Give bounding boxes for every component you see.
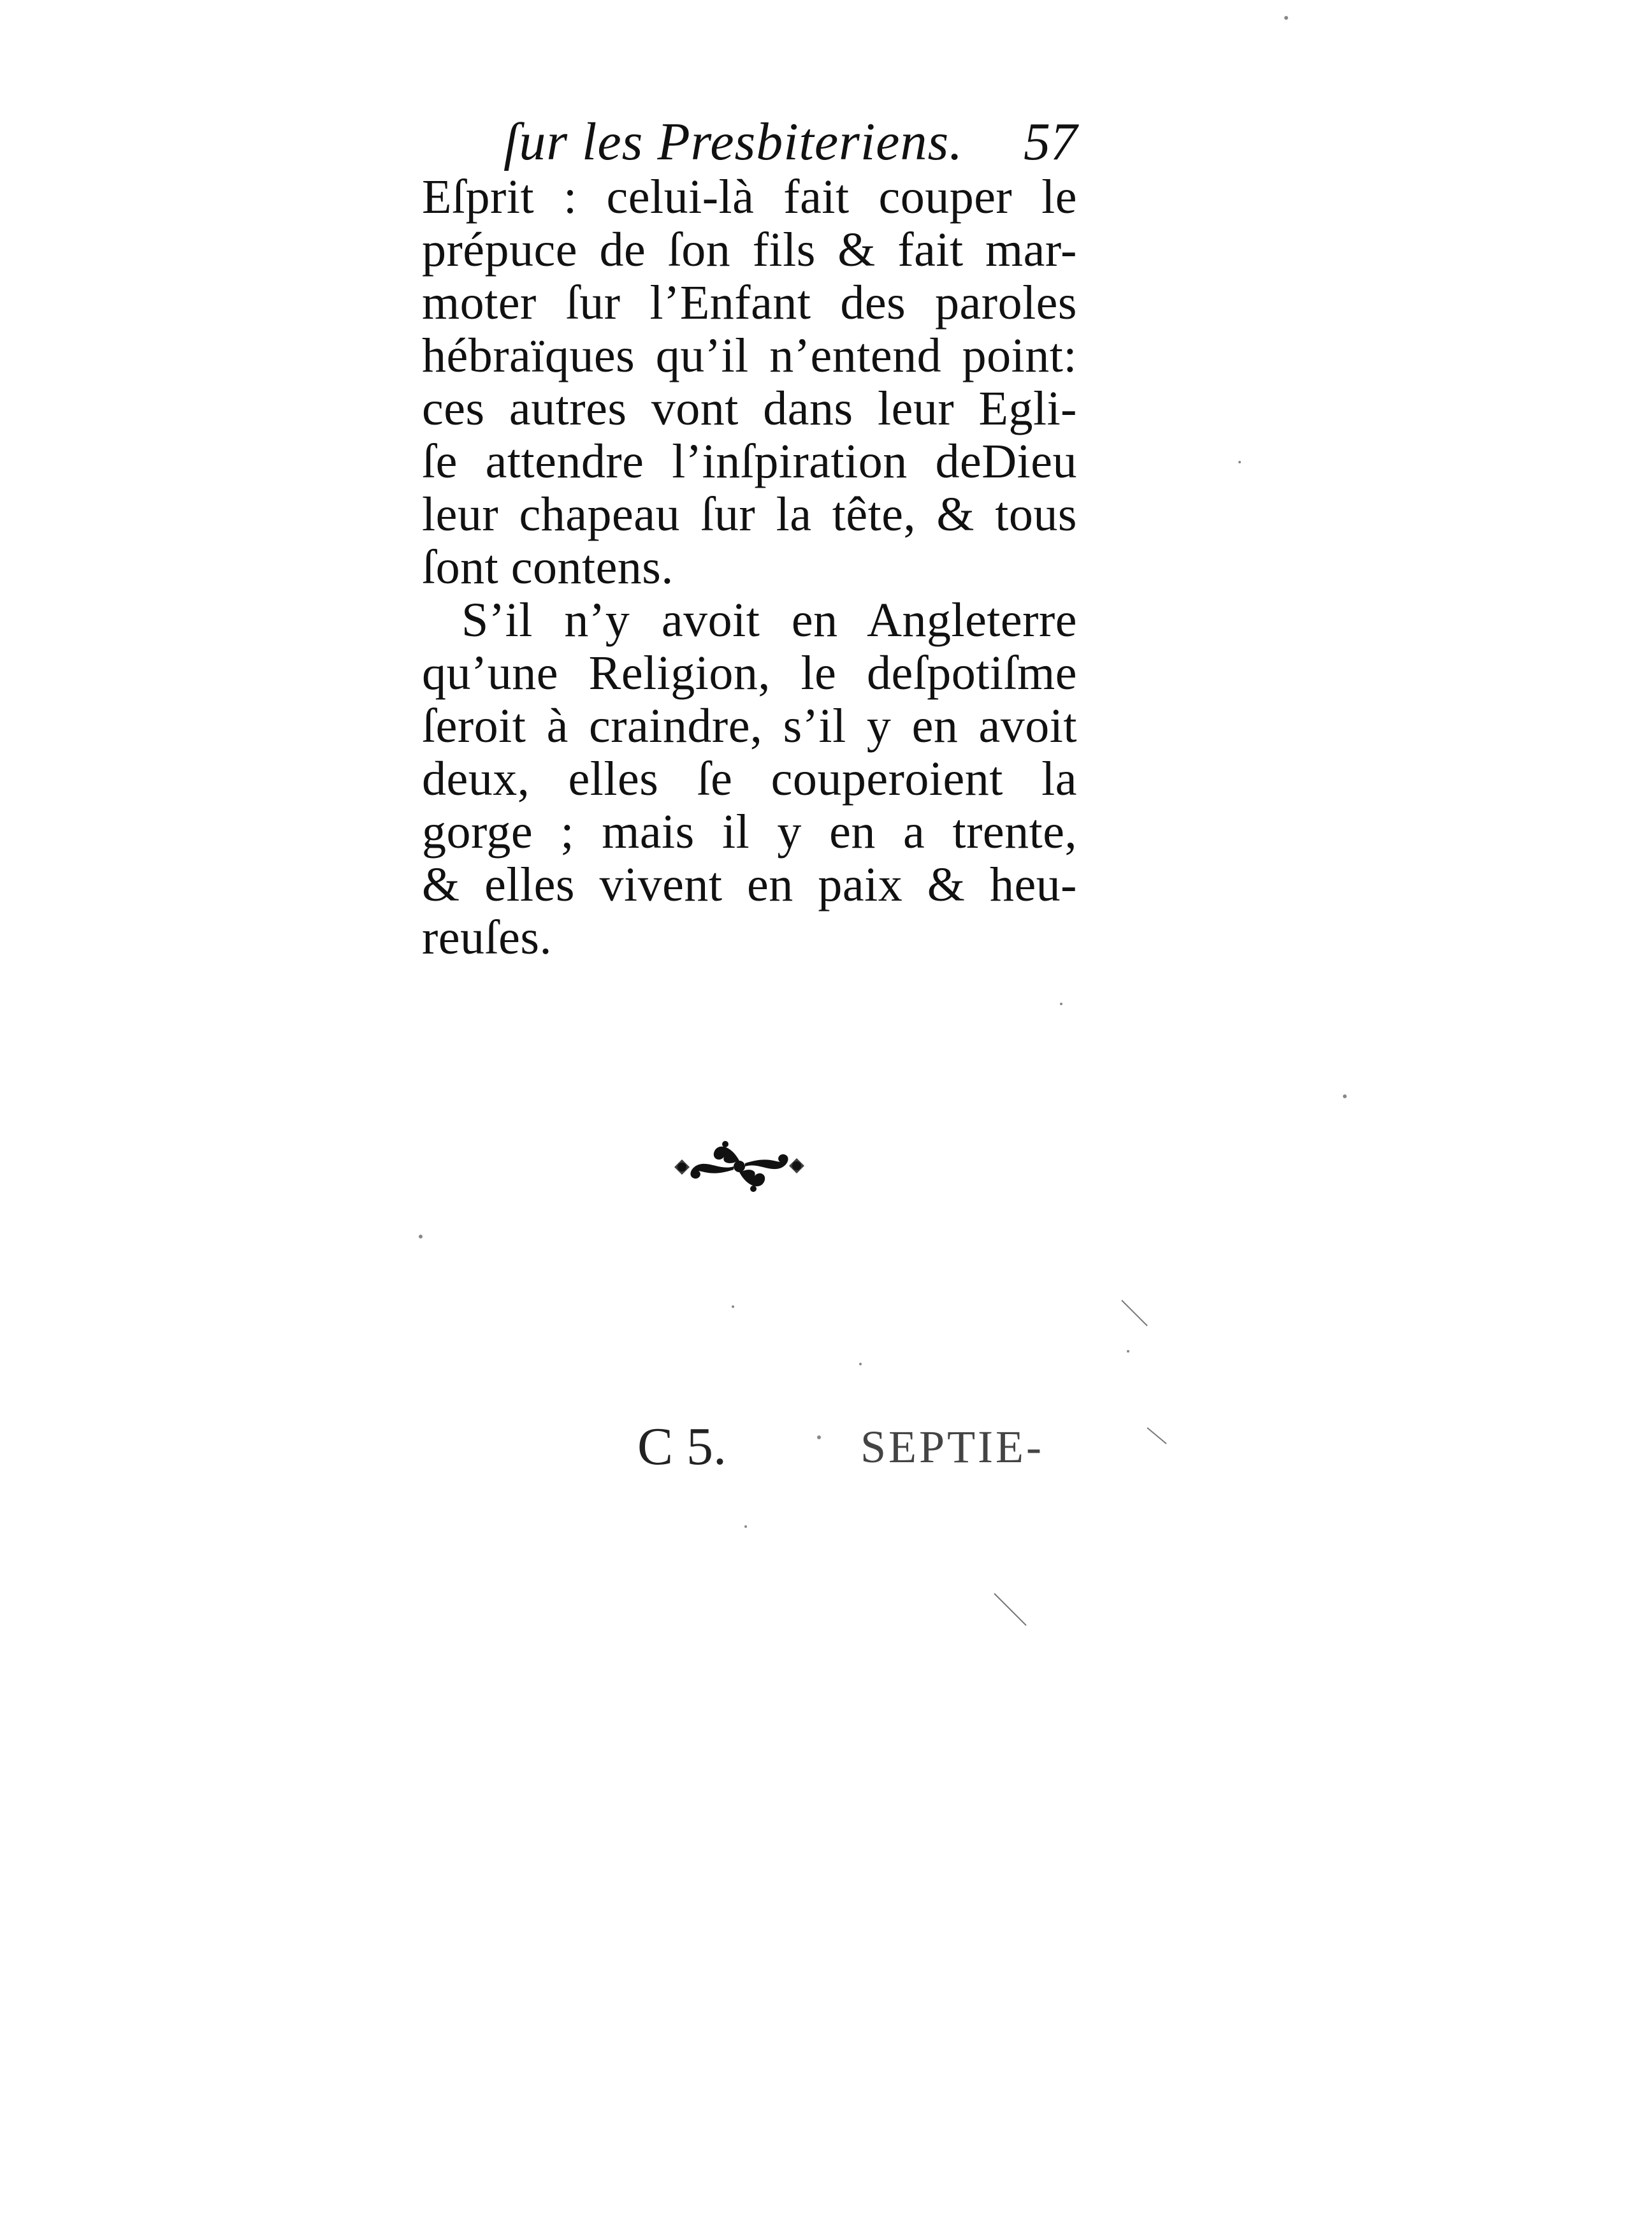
text-line: moter ſur l’Enfant des paroles xyxy=(422,276,1077,330)
text-line: ſe attendre l’inſpiration deDieu xyxy=(422,435,1077,488)
text-line: qu’une Religion, le deſpotiſme xyxy=(422,646,1077,700)
text-line: leur chapeau ſur la tête, & tous xyxy=(422,488,1077,541)
text-line: reuſes. xyxy=(422,911,552,964)
fleuron-ornament-icon xyxy=(669,1131,809,1201)
signature-mark: C 5. xyxy=(637,1417,727,1476)
page-number: 57 xyxy=(1024,112,1077,171)
text-line: & elles vivent en paix & heu- xyxy=(422,858,1077,911)
paragraph-first-line: S’il n’y avoit en Angleterre xyxy=(461,593,1077,647)
text-line: deux, elles ſe couperoient la xyxy=(422,752,1077,806)
text-line: hébraïques qu’il n’entend point: xyxy=(422,329,1077,382)
text-line: prépuce de ſon fils & fait mar- xyxy=(422,223,1077,277)
text-line: ces autres vont dans leur Egli- xyxy=(422,382,1077,435)
text-line: ſont contens. xyxy=(422,541,674,594)
body-text xyxy=(422,171,1077,964)
running-title: ſur les Presbiteriens. xyxy=(504,112,964,171)
catchword: SEPTIE- xyxy=(860,1421,1044,1472)
text-line: gorge ; mais il y en a trente, xyxy=(422,805,1077,859)
page-header xyxy=(504,107,1077,177)
text-line: Eſprit : celui-là fait couper le xyxy=(422,170,1077,224)
page-footer xyxy=(637,1409,1083,1485)
text-line: ſeroit à craindre, s’il y en avoit xyxy=(422,699,1077,753)
